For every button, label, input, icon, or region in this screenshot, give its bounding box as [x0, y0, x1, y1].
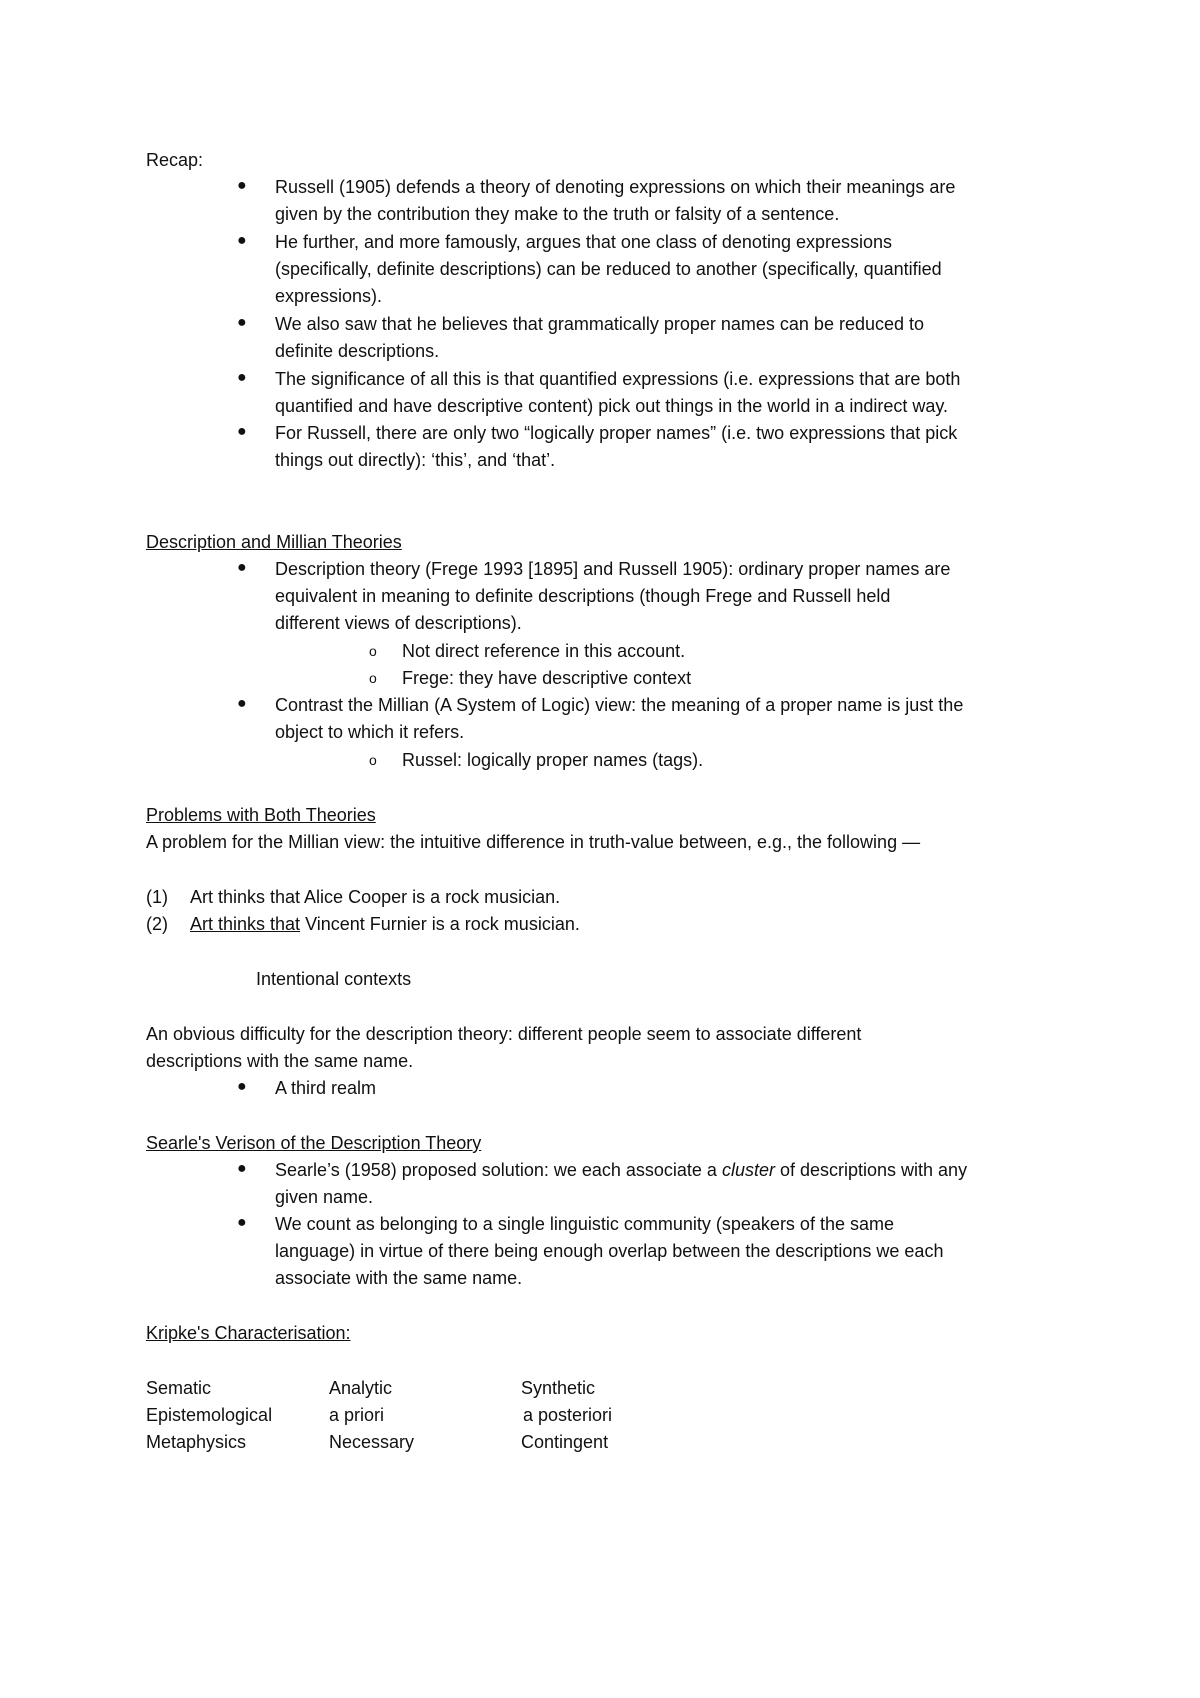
kripke-row-1-col-3: Synthetic — [521, 1378, 596, 1398]
recap-bullet-4-line-2: quantified and have descriptive content) pick out things in the world in a indirect way. — [275, 396, 949, 416]
kripke-row-3-col-2: Necessary — [329, 1432, 415, 1452]
circle-bullet: o — [369, 670, 377, 686]
recap-bullet-1-line-1: Russell (1905) defends a theory of denoting expressions on which their meanings are — [275, 177, 956, 197]
kripke-row-1-col-2: Analytic — [329, 1378, 393, 1398]
example-2-underlined: Art thinks that — [190, 914, 301, 934]
desc-bullet-2-line-1: Contrast the Millian (A System of Logic) view: the meaning of a proper name is just the — [275, 695, 964, 715]
bullet-dot: ● — [237, 177, 247, 194]
intentional-contexts-note: Intentional contexts — [256, 969, 412, 989]
kripke-row-1-col-1: Sematic — [146, 1378, 212, 1398]
bullet-dot: ● — [237, 1160, 247, 1177]
kripke-row-2-col-3: a posteriori — [523, 1405, 613, 1425]
kripke-row-2-col-2: a priori — [329, 1405, 385, 1425]
searle-bullet-2-line-2: language) in virtue of there being enough overlap between the descriptions we each — [275, 1241, 944, 1261]
desc-bullet-1-line-2: equivalent in meaning to definite descriptions (though Frege and Russell held — [275, 586, 891, 606]
desc-bullet-1-line-1: Description theory (Frege 1993 [1895] and Russell 1905): ordinary proper names are — [275, 559, 951, 579]
difficulty-line-1: An obvious difficulty for the description theory: different people seem to associate different — [146, 1024, 862, 1044]
bullet-dot: ● — [237, 369, 247, 386]
kripke-row-2-col-1: Epistemological — [146, 1405, 273, 1425]
example-2-text — [190, 911, 580, 938]
bullet-dot: ● — [237, 232, 247, 249]
example-1-text: Art thinks that Alice Cooper is a rock musician. — [190, 887, 561, 907]
bullet-dot: ● — [237, 1214, 247, 1231]
bullet-dot: ● — [237, 423, 247, 440]
recap-bullet-2-line-3: expressions). — [275, 286, 383, 306]
kripke-heading: Kripke's Characterisation: — [146, 1323, 351, 1343]
example-1-number: (1) — [146, 887, 168, 907]
third-realm: A third realm — [275, 1078, 377, 1098]
recap-bullet-5-line-1: For Russell, there are only two “logically proper names” (i.e. two expressions that pick — [275, 423, 958, 443]
searle-bullet-1-emphasis: cluster — [721, 1160, 775, 1180]
desc-bullet-2-line-2: object to which it refers. — [275, 722, 465, 742]
searle-bullet-1-pre: Searle’s (1958) proposed solution: we each associate a — [275, 1160, 722, 1180]
difficulty-line-2: descriptions with the same name. — [146, 1051, 414, 1071]
desc-sub-1: Not direct reference in this account. — [402, 641, 686, 661]
recap-bullet-2-line-2: (specifically, definite descriptions) can be reduced to another (specifically, quantified — [275, 259, 942, 279]
circle-bullet: o — [369, 643, 377, 659]
recap-bullet-2-line-1: He further, and more famously, argues that one class of denoting expressions — [275, 232, 893, 252]
example-2-number: (2) — [146, 914, 168, 934]
circle-bullet: o — [369, 752, 377, 768]
kripke-row-3-col-3: Contingent — [521, 1432, 609, 1452]
problems-heading: Problems with Both Theories — [146, 805, 376, 825]
bullet-dot: ● — [237, 1078, 247, 1095]
recap-bullet-4-line-1: The significance of all this is that quantified expressions (i.e. expressions that are both — [275, 369, 961, 389]
problems-intro: A problem for the Millian view: the intuitive difference in truth-value between, e.g., the following — — [146, 832, 921, 852]
searle-bullet-1-line-2: given name. — [275, 1187, 374, 1207]
kripke-row-3-col-1: Metaphysics — [146, 1432, 247, 1452]
bullet-dot: ● — [237, 314, 247, 331]
searle-bullet-1-line-1 — [275, 1157, 967, 1184]
searle-bullet-1-post: of descriptions with any — [774, 1160, 968, 1180]
bullet-dot: ● — [237, 695, 247, 712]
searle-bullet-2-line-1: We count as belonging to a single linguistic community (speakers of the same — [275, 1214, 894, 1234]
desc-sub-2: Frege: they have descriptive context — [402, 668, 692, 688]
recap-bullet-3-line-2: definite descriptions. — [275, 341, 440, 361]
desc-sub-3: Russel: logically proper names (tags). — [402, 750, 704, 770]
desc-heading: Description and Millian Theories — [146, 532, 402, 552]
recap-bullet-3-line-1: We also saw that he believes that grammatically proper names can be reduced to — [275, 314, 925, 334]
example-2-rest: Vincent Furnier is a rock musician. — [300, 914, 580, 934]
searle-heading: Searle's Verison of the Description Theory — [146, 1133, 482, 1153]
recap-heading: Recap: — [146, 150, 204, 170]
desc-bullet-1-line-3: different views of descriptions). — [275, 613, 522, 633]
searle-bullet-2-line-3: associate with the same name. — [275, 1268, 523, 1288]
recap-bullet-1-line-2: given by the contribution they make to the truth or falsity of a sentence. — [275, 204, 840, 224]
bullet-dot: ● — [237, 559, 247, 576]
recap-bullet-5-line-2: things out directly): ‘this’, and ‘that’. — [275, 450, 556, 470]
